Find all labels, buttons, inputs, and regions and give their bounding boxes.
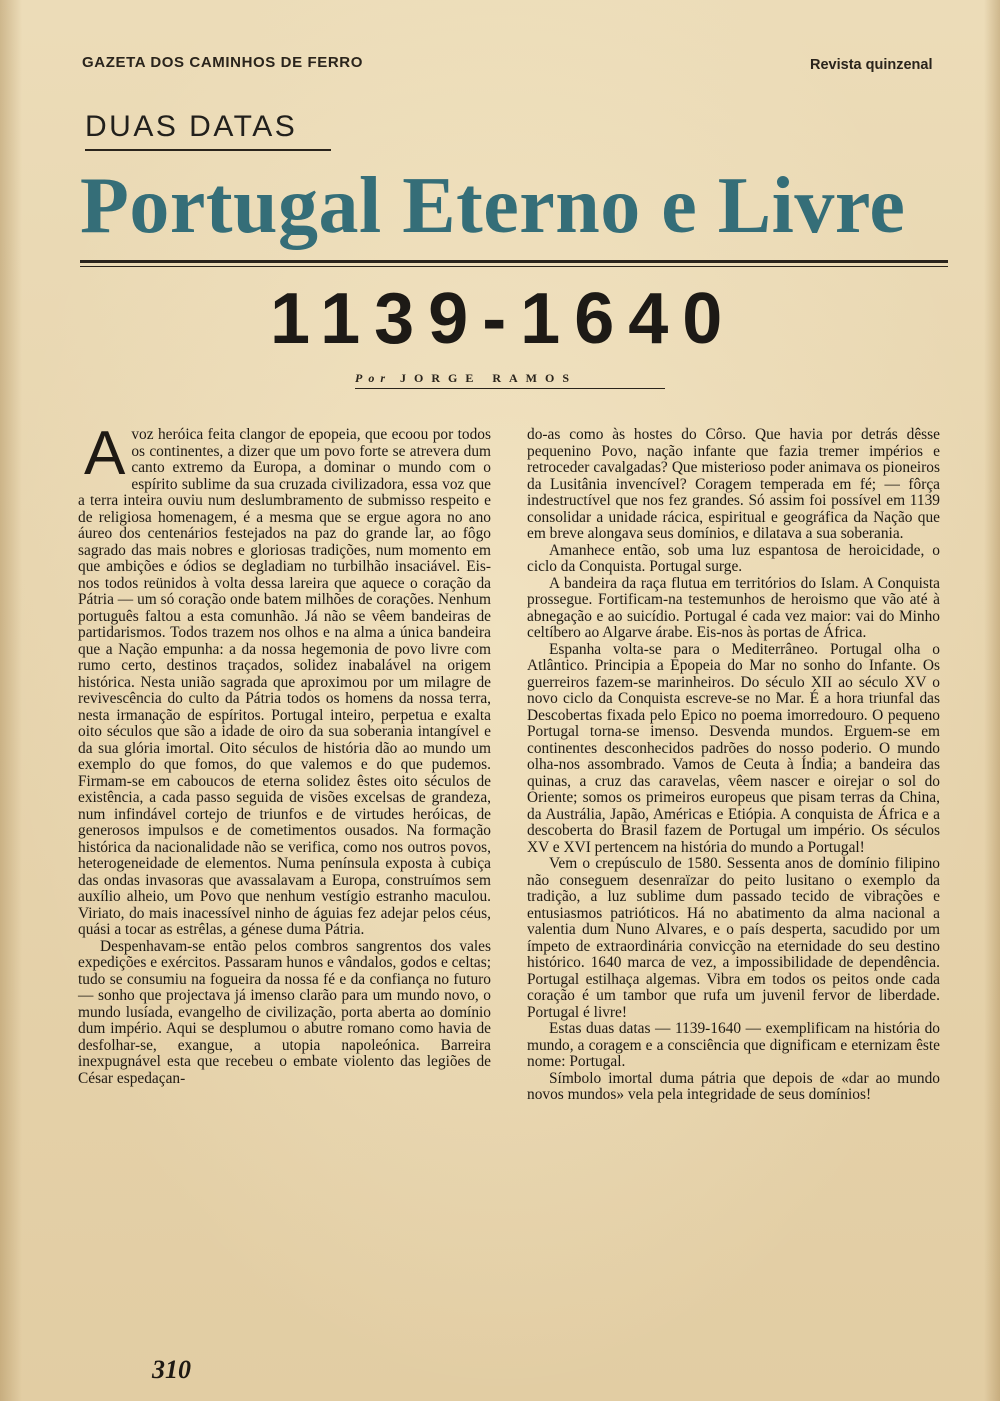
title-rule-thin: [80, 266, 948, 267]
paragraph: Símbolo imortal duma pátria que depois de «dar ao mundo novos mundos» vela pela integridade de seus domínios!: [527, 1069, 940, 1103]
text-column-right: [527, 427, 940, 1104]
paragraph: do-as como às hostes do Côrso. Que havia por detrás dêsse pequenino Povo, nação infante que fazia tremer impérios e retroceder cavalgadas? Que misterioso poder animava os pioneiros da Lusitânia invencível? Coragem temperada em fé; — fôrça indestructível que nos fez grandes. Só assim foi possível em 1139 consolidar a unidade rácica, espiritual e geográfica da Nação que em breve alongava seus domínios, e dilatava a sua soberania.: [527, 426, 940, 542]
article-kicker: DUAS DATAS: [85, 110, 298, 143]
drop-cap: A: [84, 419, 126, 488]
paragraph: Espanha volta-se para o Mediterrâneo. Portugal olha o Atlântico. Principia a Epopeia do Mar no sonho do Infante. Os guerreiros fazem-se marinheiros. Do século XII ao século XV o novo ciclo da Conquista escreve-se no Mar. É a hora triunfal das Descobertas fixada pelo Epico no poema imorredouro. O pequeno Portugal torna-se imenso. Desvenda mundos. Erguem-se em continentes desconhecidos padrões do nosso poderio. O mundo olha-nos assombrado. Vamos de Ceuta à Índia; a bandeira das quinas, a cruz das caravelas, vêem nascer e oirejar o sol do Oriente; somos os primeiros europeus que pisam terras da China, da Austrália, Japão, Américas e Etiópia. A conquista de África e a descoberta do Brasil fazem de Portugal um império. Os séculos XV e XVI pertencem na história do mundo a Portugal!: [527, 640, 940, 856]
byline-author: JORGE RAMOS: [400, 371, 578, 385]
article-dates: 1139-1640: [270, 279, 737, 359]
paragraph: A bandeira da raça flutua em territórios do Islam. A Conquista prossegue. Fortificam-na testemunhos de heroismo que vão até à abnegação e ao suicídio. Portugal é cada vez maior: vai do Minho celtíbero ao Algarve árabe. Eis-nos às portas de África.: [527, 574, 940, 641]
kicker-underline: [85, 149, 331, 151]
paragraph: Amanhece então, sob uma luz espantosa de heroicidade, o ciclo da Conquista. Portugal surge.: [527, 541, 940, 575]
byline-underline: [355, 388, 665, 389]
paragraph: [78, 419, 491, 939]
byline: [355, 371, 577, 386]
text-column-left: [78, 419, 491, 1087]
page-edge-shadow-right: [984, 0, 1000, 1401]
paragraph: Despenhavam-se então pelos combros sangrentos dos vales expedições e exércitos. Passaram hunos e vândalos, godos e celtas; tudo se consumiu na fogueira da nossa fé e da confiança no futuro — sonho que projectava já imenso clarão para um mundo novo, o mundo lusíada, evangelho de civilização, porta aberta ao domínio dum império. Aqui se desplumou o abutre romano como havia de desfolhar-se, exangue, a utopia napoleónica. Barreira inexpugnável esta que recebeu o embate violento das legiões de César espedaçan-: [78, 937, 491, 1087]
byline-prefix: Por: [355, 371, 391, 385]
paragraph: Vem o crepúsculo de 1580. Sessenta anos de domínio filipino não conseguem desenraïzar do peito lusitano o exemplo da tradição, a luz sublime dum passado tecido de vibrações e entusiasmos patrióticos. Há no abatimento da alma nacional a valentia dum Nuno Alvares, e o país desperta, sacudido por um ímpeto de extraordinária convicção na eternidade do seu destino histórico. 1640 marca de vez, a impossibilidade de dependência. Portugal estilhaça algemas. Vibra em todos os peitos onde cada coração é um tambor que rufa um juvenil fervor de liberdade. Portugal é livre!: [527, 855, 940, 1021]
page-number: 310: [152, 1355, 191, 1384]
title-rule-thick: [80, 260, 948, 263]
page-edge-shadow-left: [0, 0, 22, 1401]
paragraph-text: voz heróica feita clangor de epopeia, que ecoou por todos os continentes, a dizer que um povo forte se atrevera dum canto extremo da Europa, a dominar o mundo com o espírito sublime da sua cruzada civilizadora, essa voz que a terra inteira ouviu num deslumbramento de submisso respeito e de religiosa homenagem, é a mesma que se ergue agora no ano áureo dos centenários festejados na paz do grande lar, ao fôgo sagrado das mais nobres e gloriosas tradições, num momento em que ambições e ódios se degladiam no turbilhão insaciável. Eis-nos todos reünidos à volta dessa lareira que aquece o coração da Pátria — um só coração onde batem milhões de corações. Nenhum português faltou a esta comunhão. Já não se vêem bandeiras de partidarismos. Todos trazem nos olhos e na alma a única bandeira que a Nação empunha: a da nossa hegemonia de povo livre com rumo certo, destinos traçados, solidez inabalável na origem histórica. Nesta união sagrada que aproximou por um milagre de revivescência do culto da Pátria todos os homens da nossa terra, nesta irmanação de espíritos. Portugal inteiro, perpetua e exalta oito séculos que são a idade de oiro da sua soberania intangível e da sua glória imortal. Oito séculos de história dão ao mundo um exemplo do que fomos, do que valemos e do que pudemos. Firmam-se em caboucos de eterna solidez êstes oito séculos de existência, a cada passo seguida de visões excelsas de grandeza, num infindável cortejo de triunfos e de virtudes heróicas, de generosos impulsos e de cometimentos ousados. Na formação histórica da nacionalidade não se verifica, como nos outros povos, heterogeneidade de elementos. Numa península exposta à cubiça das ondas invasoras que avassalavam a Europa, construímos sem auxílio alheio, um Povo que nenhum vestígio estranho maculou. Viriato, do mais inacessível ninho de águias fez adejar pelos céus, quási a tocar as estrêlas, a génese duma Pátria.: [78, 426, 491, 938]
paragraph: Estas duas datas — 1139-1640 — exemplificam na história do mundo, a coragem e a consciência que dignificam e eternizam êste nome: Portugal.: [527, 1020, 940, 1070]
article-title: Portugal Eterno e Livre: [80, 162, 906, 250]
publication-name: GAZETA DOS CAMINHOS DE FERRO: [82, 54, 363, 71]
publication-periodicity: Revista quinzenal: [810, 57, 933, 73]
